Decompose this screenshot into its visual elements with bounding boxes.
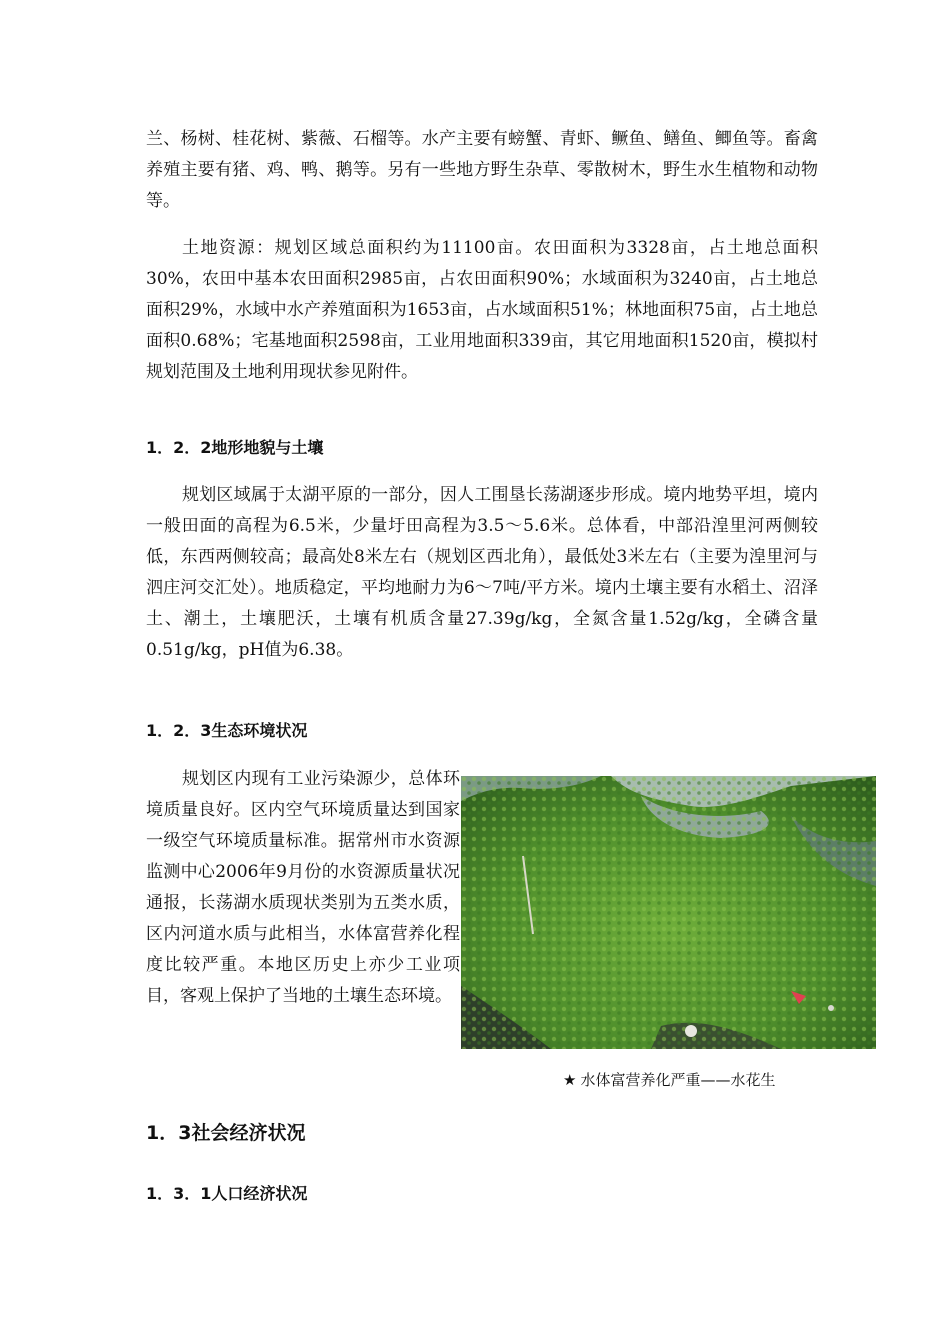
heading-ecology: 1．2．3生态环境状况 bbox=[146, 721, 308, 740]
heading-socioeconomic: 1．3社会经济状况 bbox=[146, 1122, 306, 1144]
water-hyacinth-photo bbox=[461, 776, 876, 1049]
heading-terrain-soil: 1．2．2地形地貌与土壤 bbox=[146, 438, 324, 457]
paragraph-terrain: 规划区域属于太湖平原的一部分，因人工围垦长荡湖逐步形成。境内地势平坦，境内一般田面的高程为6.5米，少量圩田高程为3.5～5.6米。总体看，中部沿湟里河两侧较低，东西两侧较高；最高处8米左右（规划区西北角），最低处3米左右（主要为湟里河与泗庄河交汇处）。地质稳定，平均地耐力为6～7吨/平方米。境内土壤主要有水稻土、沼泽土、潮土，土壤肥沃，土壤有机质含量27.39g/kg，全氮含量1.52g/kg，全磷含量0.51g/kg，pH值为6.38。 bbox=[146, 485, 818, 660]
heading-population-economy: 1．3．1人口经济状况 bbox=[146, 1184, 308, 1203]
paragraph-crops-aquatic: 兰、杨树、桂花树、紫薇、石榴等。水产主要有螃蟹、青虾、鳜鱼、鳝鱼、鲫鱼等。畜禽养殖主要有猪、鸡、鸭、鹅等。另有一些地方野生杂草、零散树木，野生水生植物和动物等。 bbox=[146, 129, 818, 211]
caption-text: 水体富营养化严重——水花生 bbox=[580, 1071, 776, 1089]
star-icon: ★ bbox=[563, 1071, 577, 1089]
paragraph-ecology: 规划区内现有工业污染源少，总体环境质量良好。区内空气环境质量达到国家一级空气环境质量标准。据常州市水资源监测中心2006年9月份的水资源质量状况通报，长荡湖水质现状类别为五类水质，区内河道水质与此相当，水体富营养化程度比较严重。本地区历史上亦少工业项目，客观上保护了当地的土壤生态环境。 bbox=[146, 769, 460, 1006]
paragraph-land-resources: 土地资源：规划区域总面积约为11100亩。农田面积为3328亩，占土地总面积30%，农田中基本农田面积2985亩，占农田面积90%；水域面积为3240亩，占土地总面积29%，水域中水产养殖面积为1653亩，占水域面积51%；林地面积75亩，占土地总面积0.68%；宅基地面积2598亩，工业用地面积339亩，其它用地面积1520亩，模拟村规划范围及土地利用现状参见附件。 bbox=[146, 238, 818, 382]
vegetation-image bbox=[461, 776, 876, 1049]
figure-caption bbox=[563, 1070, 775, 1090]
